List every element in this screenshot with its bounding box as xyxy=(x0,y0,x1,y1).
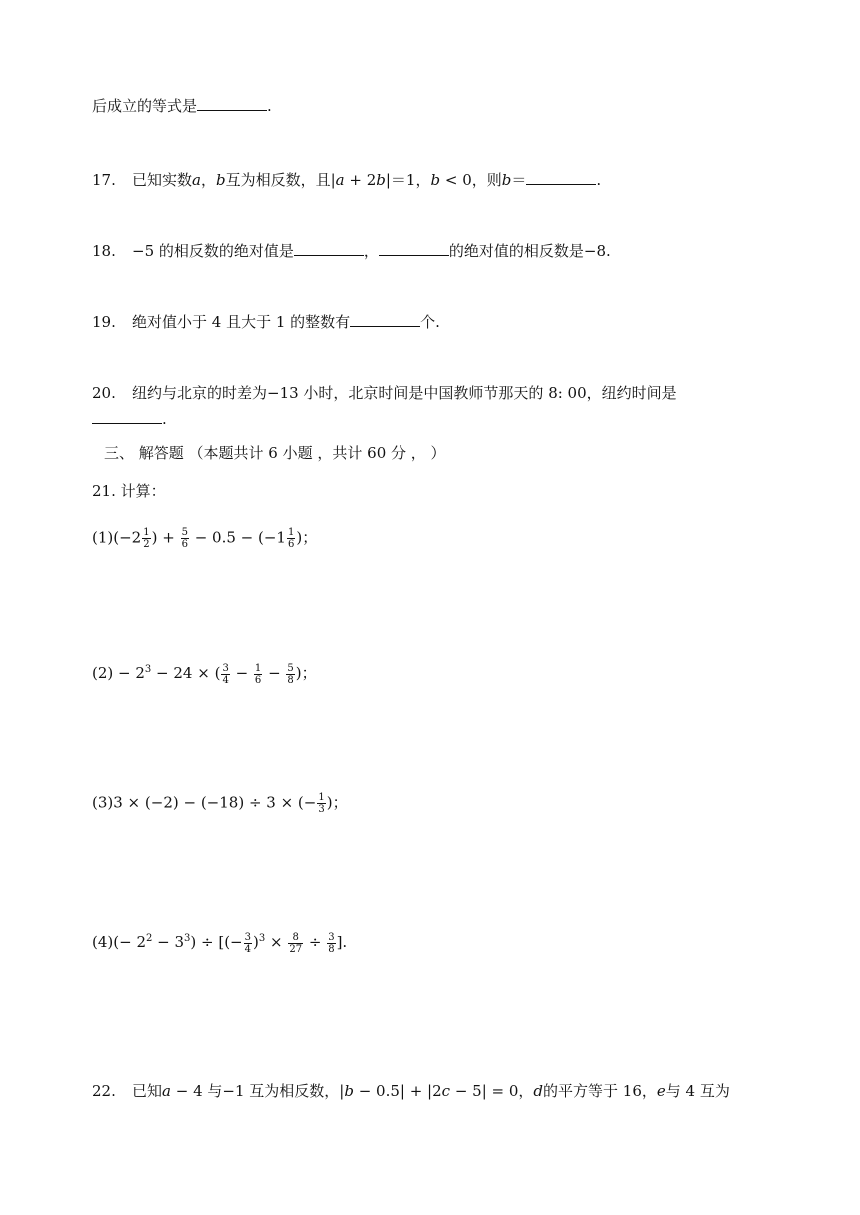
q19-text: 个. xyxy=(420,313,440,331)
question-18 xyxy=(92,241,611,261)
question-number: 17. xyxy=(92,171,116,189)
expr: (−2 xyxy=(113,528,142,547)
answer-blank xyxy=(294,241,364,256)
denominator: 8 xyxy=(287,674,294,686)
answer-blank xyxy=(379,241,449,256)
q17-op: + 2 xyxy=(344,171,377,189)
question-number: 19. xyxy=(92,313,116,331)
var-b: b xyxy=(501,171,512,189)
expr: )； xyxy=(296,528,318,547)
part-label: (2) − 2 xyxy=(92,664,145,682)
section-3-header xyxy=(104,443,446,463)
numerator: 1 xyxy=(143,527,150,538)
expr: )； xyxy=(295,664,317,682)
q22-text: 已知 xyxy=(132,1082,163,1100)
q21-title: 21. 计算： xyxy=(92,482,166,500)
var-e: e xyxy=(656,1082,666,1100)
denominator: 6 xyxy=(254,674,262,686)
var-b: b xyxy=(430,171,441,189)
q18-sep: ， xyxy=(363,242,379,260)
fraction xyxy=(286,663,294,686)
q21-part-4 xyxy=(92,929,347,957)
numerator: 1 xyxy=(254,662,262,674)
q18-text: −5 的相反数的绝对值是 xyxy=(132,242,294,260)
q17-text: 已知实数 xyxy=(132,171,193,189)
expr: − 3 xyxy=(152,933,185,951)
denominator: 4 xyxy=(222,674,229,686)
numerator: 3 xyxy=(328,931,335,943)
expr: × xyxy=(265,933,288,951)
question-number: 18. xyxy=(92,242,116,260)
fraction xyxy=(254,663,262,686)
q17-sep: ， xyxy=(200,171,216,189)
part-label: (4) xyxy=(92,933,114,951)
question-20 xyxy=(92,383,677,403)
expr: − xyxy=(230,664,253,682)
question-17 xyxy=(92,170,601,190)
q21-part-1 xyxy=(92,527,317,551)
q17-text: |＝1， xyxy=(385,171,431,189)
numerator: 3 xyxy=(244,931,251,943)
fraction xyxy=(287,527,295,550)
expr: )； xyxy=(326,793,348,812)
var-b: b xyxy=(215,171,226,189)
expr: ÷ xyxy=(304,933,327,951)
q17-text: < 0，则 xyxy=(440,171,502,189)
section-title: 三、 解答题 （本题共计 6 小题 ，共计 60 分 ， ） xyxy=(104,444,446,462)
denominator: 2 xyxy=(143,539,150,550)
denominator: 6 xyxy=(181,539,188,550)
exponent: 2 xyxy=(145,933,153,944)
denominator: 27 xyxy=(289,943,303,955)
numerator: 8 xyxy=(288,932,303,944)
q17-text: 互为相反数，且| xyxy=(225,171,336,189)
q20-text: 纽约与北京的时差为−13 小时，北京时间是中国教师节那天的 8: 00，纽约时间是 xyxy=(132,384,677,402)
fraction xyxy=(317,792,325,815)
expr: ) ÷ [(− xyxy=(190,933,243,951)
fraction xyxy=(327,932,335,955)
answer-blank xyxy=(526,170,596,185)
denominator: 4 xyxy=(244,943,251,955)
var-b: b xyxy=(376,171,386,189)
part-label: (1) xyxy=(92,528,114,547)
q18-text: 的绝对值的相反数是−8. xyxy=(448,242,611,260)
question-number: 22. xyxy=(92,1082,116,1100)
expr: 3 × (−2) − (−18) ÷ 3 × (− xyxy=(113,793,317,812)
answer-blank xyxy=(92,409,162,424)
var-a: a xyxy=(192,171,201,189)
expr: − 24 × ( xyxy=(151,664,221,682)
q16-tail xyxy=(92,96,272,116)
q22-text: − 0.5| + |2 xyxy=(353,1082,442,1100)
exponent: 3 xyxy=(144,664,152,675)
q21-part-3 xyxy=(92,792,348,816)
numerator: 5 xyxy=(181,527,188,538)
q22-text: − 5| = 0， xyxy=(450,1082,534,1100)
expr: ) xyxy=(253,933,259,951)
q20-end: . xyxy=(162,410,167,428)
question-number: 20. xyxy=(92,384,116,402)
var-c: c xyxy=(441,1082,451,1100)
var-d: d xyxy=(533,1082,544,1100)
expr: − xyxy=(263,664,286,682)
var-b: b xyxy=(344,1082,354,1100)
q22-text: 与 4 互为 xyxy=(665,1082,730,1100)
q22-text: − 4 与−1 互为相反数，| xyxy=(170,1082,345,1100)
q17-end: . xyxy=(596,171,602,189)
question-19 xyxy=(92,312,440,332)
q19-text: 绝对值小于 4 且大于 1 的整数有 xyxy=(132,313,351,331)
question-22 xyxy=(92,1081,730,1101)
answer-blank xyxy=(350,312,420,327)
exponent: 3 xyxy=(184,933,191,944)
fraction xyxy=(181,527,189,550)
q22-text: 的平方等于 16， xyxy=(543,1082,657,1100)
q21-part-2 xyxy=(92,660,317,684)
expr: ]. xyxy=(336,933,348,951)
fraction xyxy=(142,527,150,550)
answer-blank xyxy=(197,96,267,111)
expr: ) + xyxy=(151,528,180,547)
exponent: 3 xyxy=(258,933,266,944)
part-label: (3) xyxy=(92,793,114,812)
question-21-title xyxy=(92,481,166,501)
question-20-cont xyxy=(92,409,167,429)
expr: (− 2 xyxy=(113,933,146,951)
fraction xyxy=(244,932,252,955)
numerator: 1 xyxy=(287,527,295,538)
q16-text: 后成立的等式是 xyxy=(92,97,198,115)
denominator: 6 xyxy=(287,539,295,550)
var-a: a xyxy=(162,1082,171,1100)
denominator: 3 xyxy=(318,804,325,815)
denominator: 8 xyxy=(328,943,335,955)
fraction xyxy=(288,932,303,955)
q16-end: . xyxy=(267,97,272,115)
q17-eq: ＝ xyxy=(511,171,527,189)
numerator: 3 xyxy=(222,662,229,674)
fraction xyxy=(221,663,229,686)
numerator: 5 xyxy=(287,662,294,674)
var-a: a xyxy=(335,171,345,189)
expr: − 0.5 − (−1 xyxy=(189,528,286,547)
numerator: 1 xyxy=(318,792,325,803)
